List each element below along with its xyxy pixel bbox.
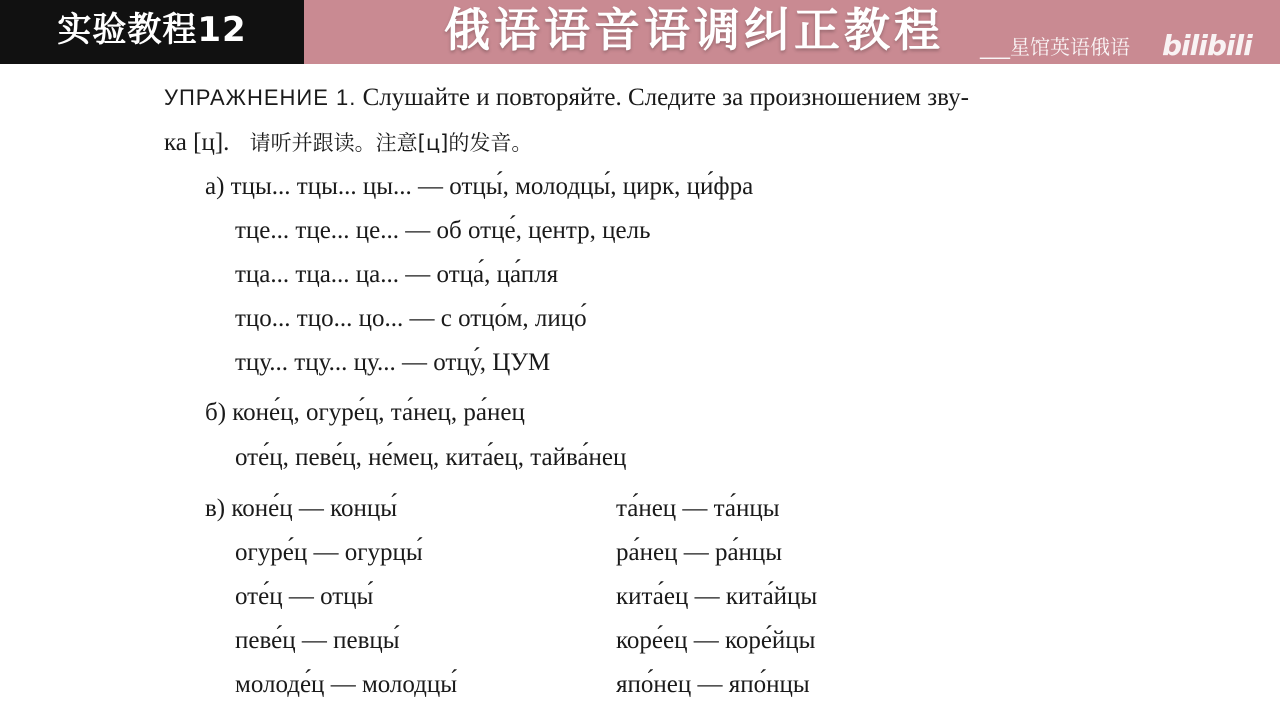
bilibili-logo-icon: bilibili [1162,29,1252,62]
exercise-page [0,64,1280,720]
section-c-left-item: молоде́ц — молодцы́ [235,671,458,698]
header-band [0,0,1280,64]
section-c-right-item: кита́ец — кита́йцы [616,583,818,610]
instruction-chinese: 请听并跟读。注意[ц]的发音。 [249,131,533,155]
exercise-heading: УПРАЖНЕНИЕ 1. [164,85,357,110]
section-c-right-item: ра́нец — ра́нцы [616,539,783,566]
instruction-text: Слушайте и повторяйте. Следите за произношением зву- [362,84,969,111]
section-a-line: тце... тце... це... — об отце́, центр, цель [235,217,651,244]
lesson-tag: 实验教程12 [0,0,304,64]
course-title: 俄语语音语调纠正教程 [444,3,944,57]
exercise-instruction-line-1 [164,83,969,113]
section-c-left-item: оте́ц — отцы́ [235,583,374,610]
section-a-line: тцо... тцо... цо... — с отцо́м, лицо́ [235,305,587,332]
channel-watermark: ___星馆英语俄语 [980,35,1130,59]
section-a-line: тца... тца... ца... — отца́, ца́пля [235,261,559,288]
section-c-right-item: япо́нец — япо́нцы [616,671,810,698]
section-a-line: тцу... тцу... цу... — отцу́, ЦУМ [235,349,551,376]
exercise-instruction-line-2 [164,128,532,158]
instruction-text-cont: ка [ц]. [164,129,230,156]
section-a-line: а) тцы... тцы... цы... — отцы́, молодцы́, цирк, ци́фра [205,173,754,200]
section-c-left-item: огуре́ц — огурцы́ [235,539,423,566]
section-b-line: б) коне́ц, огуре́ц, та́нец, ра́нец [205,399,525,426]
section-c-right-item: коре́ец — коре́йцы [616,627,816,654]
section-c-left-item: певе́ц — певцы́ [235,627,400,654]
section-c-left-item: в) коне́ц — концы́ [205,495,398,522]
section-b-line: оте́ц, певе́ц, не́мец, кита́ец, тайва́нец [235,444,627,471]
section-c-right-item: та́нец — та́нцы [616,495,780,522]
